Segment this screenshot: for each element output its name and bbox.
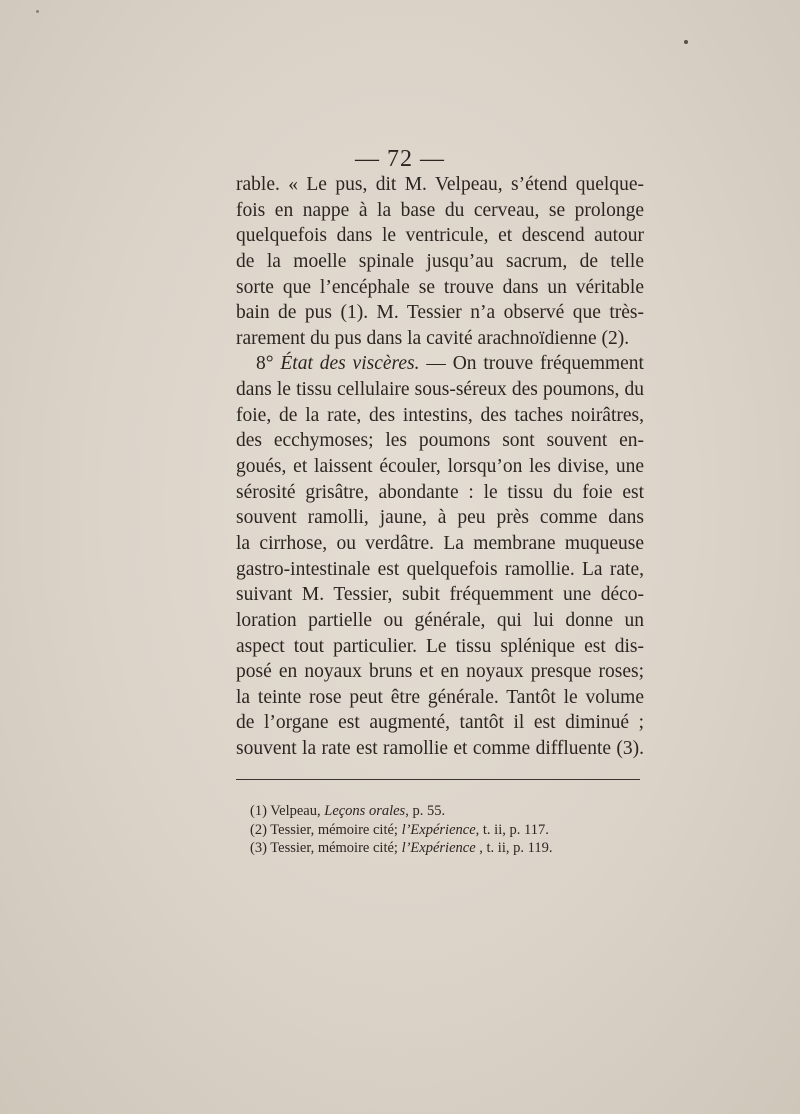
text-line: fois en nappe à la base du cerveau, se prolonge bbox=[236, 199, 644, 221]
text-line: sorte que l’encéphale se trouve dans un véritable bbox=[236, 276, 644, 298]
body-text bbox=[236, 172, 644, 762]
text-line: bain de pus (1). M. Tessier n’a observé que très- bbox=[236, 302, 644, 324]
text-line: gastro-intestinale est quelquefois ramollie. La rate, bbox=[236, 558, 644, 580]
footnote bbox=[250, 802, 640, 821]
footnote-text: Velpeau, bbox=[266, 803, 325, 819]
section-title: État des viscères. bbox=[280, 353, 420, 375]
footnote bbox=[250, 821, 640, 840]
section-text: — On trouve fréquemment bbox=[419, 353, 644, 375]
text-line: foie, de la rate, des intestins, des taches noirâtres, bbox=[236, 404, 644, 426]
page-number: — 72 — bbox=[355, 146, 445, 172]
footnote-mark: (2) bbox=[250, 821, 267, 838]
text-line: rable. « Le pus, dit M. Velpeau, s’étend quelque- bbox=[236, 174, 644, 195]
text-line: la teinte rose peut être générale. Tantôt le volume bbox=[236, 686, 644, 708]
text-line: goués, et laissent écouler, lorsqu’on les divise, une bbox=[236, 456, 644, 478]
footnote-title: l’Expérience bbox=[401, 821, 476, 838]
text-line: de la moelle spinale jusqu’au sacrum, de telle bbox=[236, 250, 644, 272]
text-line: souvent ramolli, jaune, à peu près comme dans bbox=[236, 507, 644, 529]
paper-speck bbox=[684, 40, 688, 44]
text-line: rarement du pus dans la cavité arachnoïdienne (2). bbox=[236, 327, 630, 349]
text-line: aspect tout particulier. Le tissu splénique est dis- bbox=[236, 635, 644, 657]
footnote bbox=[250, 839, 640, 858]
text-line: de l’organe est augmenté, tantôt il est diminué ; bbox=[236, 712, 644, 734]
text-line: loration partielle ou générale, qui lui donne un bbox=[236, 609, 644, 631]
text-line: souvent la rate est ramollie et comme diffluente (3). bbox=[236, 738, 644, 760]
footnote-divider bbox=[236, 779, 640, 780]
footnotes bbox=[250, 802, 640, 858]
footnote-text: Tessier, mémoire cité; bbox=[266, 840, 402, 856]
footnote-mark: (1) bbox=[250, 803, 267, 819]
section-heading-line bbox=[236, 351, 644, 377]
footnote-title: l’Expérience bbox=[401, 840, 476, 856]
text-line: quelquefois dans le ventricule, et descend autour bbox=[236, 225, 644, 247]
section-number: 8° bbox=[256, 353, 281, 375]
paper-speck bbox=[36, 10, 39, 13]
text-line: des ecchymoses; les poumons sont souvent en- bbox=[236, 430, 644, 452]
footnote-ref: , p. 55. bbox=[405, 803, 446, 819]
footnote-ref: , t. ii, p. 119. bbox=[475, 840, 553, 856]
footnote-mark: (3) bbox=[250, 840, 267, 856]
footnote-ref: , t. ii, p. 117. bbox=[475, 821, 549, 838]
footnote-title: Leçons orales bbox=[324, 803, 406, 819]
text-line: la cirrhose, ou verdâtre. La membrane muqueuse bbox=[236, 532, 644, 554]
text-line: dans le tissu cellulaire sous-séreux des poumons, du bbox=[236, 379, 644, 401]
text-line: sérosité grisâtre, abondante : le tissu du foie est bbox=[236, 481, 644, 503]
text-line: posé en noyaux bruns et en noyaux presque roses; bbox=[236, 661, 644, 683]
text-line: suivant M. Tessier, subit fréquemment une déco- bbox=[236, 584, 644, 606]
footnote-text: Tessier, mémoire cité; bbox=[266, 821, 402, 838]
